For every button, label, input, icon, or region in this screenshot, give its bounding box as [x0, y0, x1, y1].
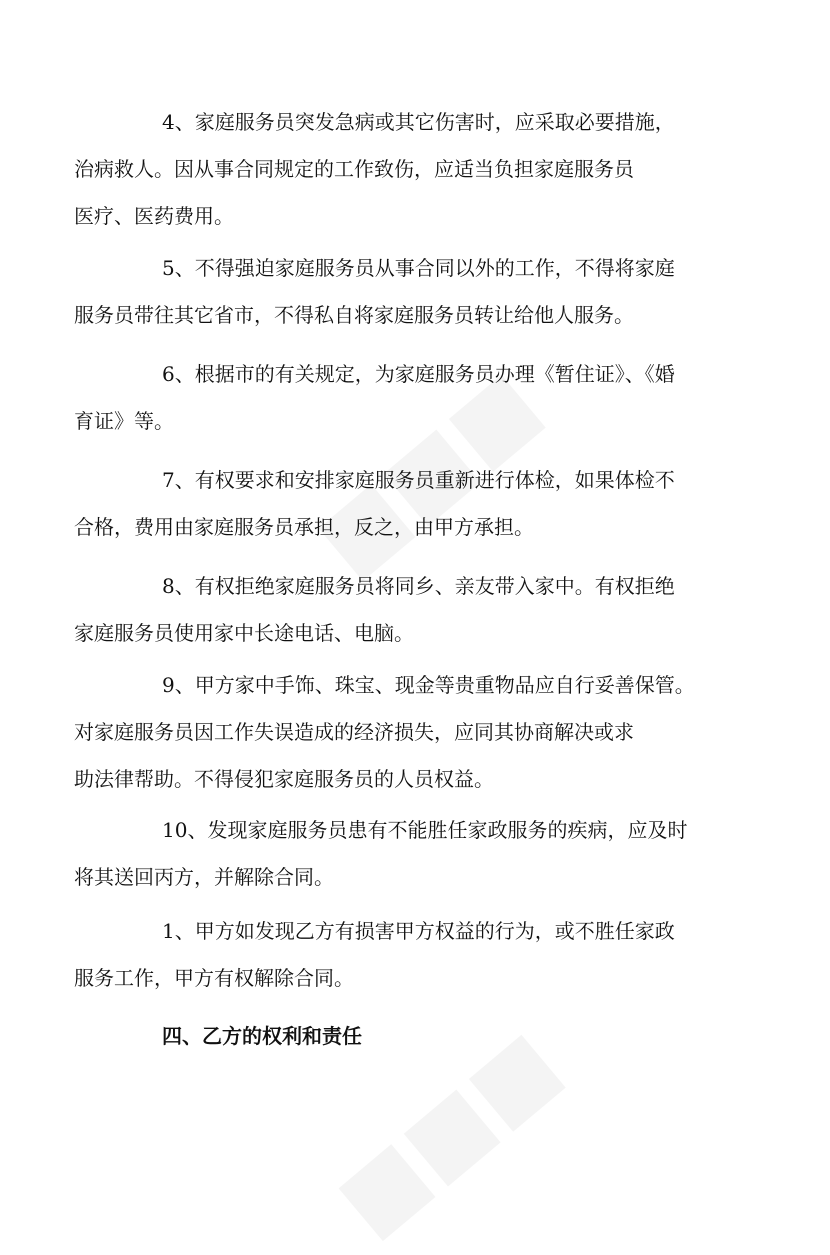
text-line: 8、有权拒绝家庭服务员将同乡、亲友带入家中。有权拒绝: [162, 574, 675, 598]
clause-paragraph: [74, 245, 718, 339]
text-line: 医疗、医药费用。: [74, 204, 234, 228]
text-line: 合格，费用由家庭服务员承担，反之，由甲方承担。: [74, 515, 534, 539]
clause-paragraph: [74, 457, 718, 551]
text-line: 10、发现家庭服务员患有不能胜任家政服务的疾病，应及时: [162, 818, 688, 842]
text-line: 7、有权要求和安排家庭服务员重新进行体检，如果体检不: [162, 468, 675, 492]
text-line: 助法律帮助。不得侵犯家庭服务员的人员权益。: [74, 767, 494, 791]
text-line: 9、甲方家中手饰、珠宝、现金等贵重物品应自行妥善保管。: [162, 673, 695, 697]
clause-paragraph: [74, 662, 718, 803]
text-line: 4、家庭服务员突发急病或其它伤害时，应采取必要措施，: [162, 110, 675, 134]
text-line: 5、不得强迫家庭服务员从事合同以外的工作，不得将家庭: [162, 256, 675, 280]
clause-paragraph: [74, 563, 718, 657]
text-line: 服务员带往其它省市，不得私自将家庭服务员转让给他人服务。: [74, 303, 634, 327]
clause-paragraph: [74, 351, 718, 445]
text-line: 家庭服务员使用家中长途电话、电脑。: [74, 621, 414, 645]
text-line: 治病救人。因从事合同规定的工作致伤，应适当负担家庭服务员: [74, 157, 634, 181]
clause-paragraph: [74, 807, 718, 901]
clause-paragraph: [74, 99, 718, 240]
section-heading: 四、乙方的权利和责任: [162, 1024, 362, 1048]
text-line: 1、甲方如发现乙方有损害甲方权益的行为，或不胜任家政: [162, 919, 675, 943]
text-line: 服务工作，甲方有权解除合同。: [74, 966, 354, 990]
text-line: 对家庭服务员因工作失误造成的经济损失，应同其协商解决或求: [74, 720, 634, 744]
text-line: 将其送回丙方，并解除合同。: [74, 865, 334, 889]
text-line: 育证》等。: [74, 409, 174, 433]
text-line: 6、根据市的有关规定，为家庭服务员办理《暂住证》、《婚: [162, 362, 675, 386]
clause-paragraph: [74, 908, 718, 1002]
